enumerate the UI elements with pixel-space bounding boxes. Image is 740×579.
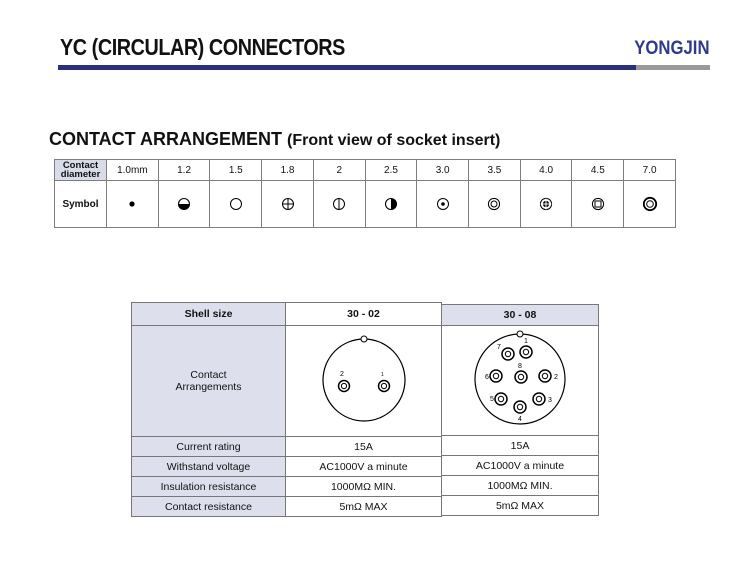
shell-size-30-02: 30 - 02 (286, 303, 442, 326)
symbol-cell (417, 181, 469, 228)
header-divider-gray (636, 65, 710, 70)
vertical-line-circle-icon (332, 197, 346, 211)
row-value: 15A (286, 437, 442, 457)
row-label: Current rating (132, 437, 286, 457)
dot-in-circle-icon (436, 197, 450, 211)
row-value: 5mΩ MAX (286, 497, 442, 517)
header-divider-blue (58, 65, 636, 70)
symbol-cell (158, 181, 210, 228)
arrangement-row (132, 326, 442, 437)
spec-row (442, 496, 599, 516)
pin-label: 3 (548, 397, 552, 404)
spec-row (442, 456, 599, 476)
symbol-cell (624, 181, 676, 228)
spec-row (442, 476, 599, 496)
circle-icon (229, 197, 243, 211)
diameter-row (55, 160, 676, 181)
section-title: CONTACT ARRANGEMENT (49, 129, 282, 149)
diameter-cell: 1.5 (210, 160, 262, 181)
section-heading (49, 129, 500, 150)
symbol-cell (572, 181, 624, 228)
pin-label: 4 (518, 416, 522, 423)
diameter-cell: 1.8 (262, 160, 314, 181)
double-circle-icon (487, 197, 501, 211)
pin-label: 2 (339, 370, 344, 378)
symbol-cell (210, 181, 262, 228)
arrangement-30-08 (442, 326, 599, 436)
section-subtitle: (Front view of socket insert) (287, 132, 501, 149)
symbol-row (55, 181, 676, 228)
spec-row (442, 436, 599, 456)
contact-arrangements-label: Contact Arrangements (132, 326, 286, 437)
shell-30-08-table (441, 304, 599, 516)
symbol-cell (313, 181, 365, 228)
page-title: YC (CIRCULAR) CONNECTORS (60, 34, 345, 60)
shell-size-label: Shell size (132, 303, 286, 326)
brand-logo: YONGJIN (634, 38, 710, 59)
contact-diameter-label: Contact diameter (55, 160, 107, 181)
shell-size-row (132, 303, 442, 326)
row-label: Withstand voltage (132, 457, 286, 477)
pin-label: 1 (380, 371, 384, 378)
diameter-cell: 3.5 (469, 160, 521, 181)
row-value: AC1000V a minute (442, 456, 599, 476)
thick-double-circle-icon (642, 196, 658, 212)
diameter-cell: 3.0 (417, 160, 469, 181)
filled-cross-circle-icon (539, 197, 553, 211)
spec-row (132, 437, 442, 457)
row-label: Contact resistance (132, 497, 286, 517)
diameter-cell: 7.0 (624, 160, 676, 181)
shell-size-row (442, 305, 599, 326)
row-value: 15A (442, 436, 599, 456)
contact-layout-30-02-diagram (309, 330, 419, 430)
symbol-cell (365, 181, 417, 228)
pin-label: 7 (497, 344, 501, 351)
spec-row (132, 477, 442, 497)
symbol-cell (107, 181, 159, 228)
diameter-cell: 2 (313, 160, 365, 181)
half-filled-circle-icon (384, 197, 398, 211)
spec-row (132, 457, 442, 477)
diameter-cell: 2.5 (365, 160, 417, 181)
row-label: Insulation resistance (132, 477, 286, 497)
crosshair-circle-icon (281, 197, 295, 211)
diameter-cell: 1.0mm (107, 160, 159, 181)
row-value: 1000MΩ MIN. (286, 477, 442, 497)
arrangement-30-02 (286, 326, 442, 437)
arrangement-row (442, 326, 599, 436)
pin-label: 2 (554, 374, 558, 381)
shell-spec-table (131, 302, 442, 517)
contact-arrangement-table (54, 159, 676, 228)
dot-icon (125, 197, 139, 211)
pin-label: 8 (518, 363, 522, 370)
half-filled-bottom-circle-icon (177, 197, 191, 211)
symbol-cell (469, 181, 521, 228)
row-value: AC1000V a minute (286, 457, 442, 477)
symbol-cell (262, 181, 314, 228)
contact-layout-30-08-diagram (465, 327, 575, 431)
diameter-cell: 1.2 (158, 160, 210, 181)
spec-row (132, 497, 442, 517)
pin-label: 6 (485, 374, 489, 381)
pin-label: 5 (490, 396, 494, 403)
row-value: 1000MΩ MIN. (442, 476, 599, 496)
symbol-label: Symbol (55, 181, 107, 228)
symbol-cell (520, 181, 572, 228)
diameter-cell: 4.0 (520, 160, 572, 181)
row-value: 5mΩ MAX (442, 496, 599, 516)
shell-size-30-08: 30 - 08 (442, 305, 599, 326)
square-in-circle-icon (591, 197, 605, 211)
pin-label: 1 (524, 338, 528, 345)
diameter-cell: 4.5 (572, 160, 624, 181)
